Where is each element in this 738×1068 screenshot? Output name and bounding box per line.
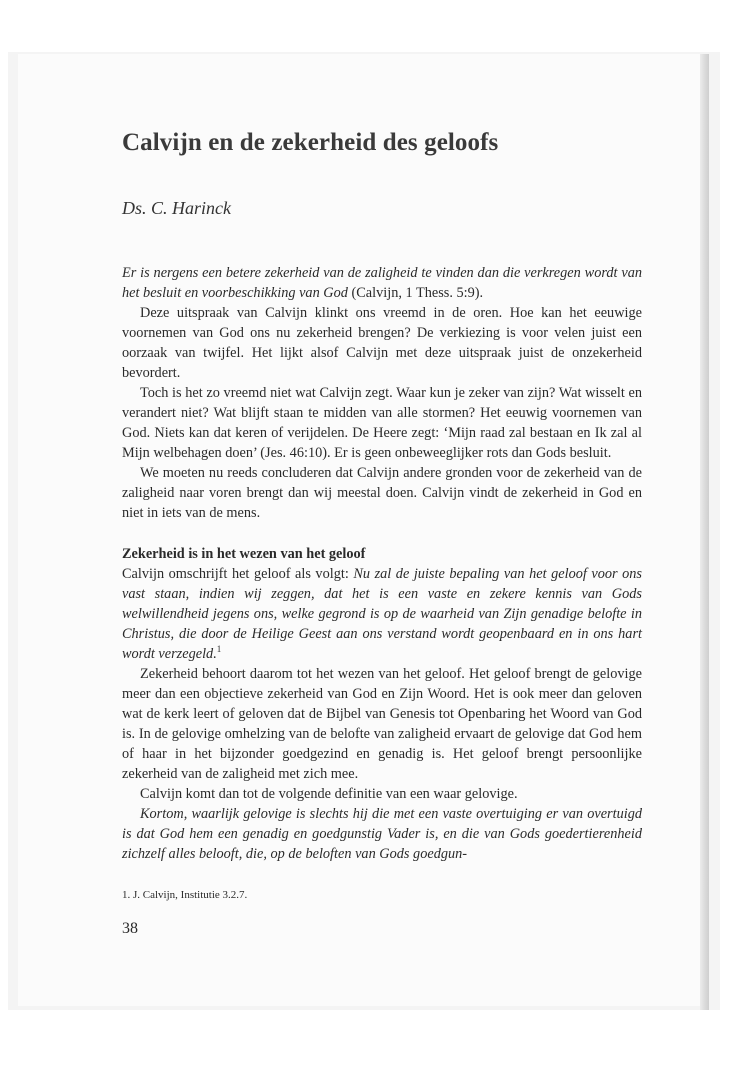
- definition-lead: Calvijn omschrijft het geloof als volgt:: [122, 566, 354, 582]
- intro-paragraph-1: Deze uitspraak van Calvijn klinkt ons vreemd in de oren. Hoe kan het eeuwige voornemen van God ons nu zekerheid brengen? De verkiezing is voor velen juist een oorzaak van twijfel. Het lijkt alsof Calvijn met deze uitspraak juist de onzekerheid bevordert.: [122, 305, 642, 381]
- article-author: Ds. C. Harinck: [122, 198, 231, 218]
- section-paragraph-1: Zekerheid behoort daarom tot het wezen van het geloof. Het geloof brengt de gelovige meer dan een objectieve zekerheid van God en Zijn Woord. Het is ook meer dan geloven wat de kerk leert of geloven dat de Bijbel van Genesis tot Openbaring het Woord van God is. In de gelovige omhelzing van de belofte van zaligheid ervaart de gelovige dat God hem of haar in het bijzonder goedgezind en genadig is. Het geloof brengt persoonlijke zekerheid van de zaligheid met zich mee.: [122, 666, 642, 782]
- section-paragraph-3: [122, 804, 642, 864]
- article-title: Calvijn en de zekerheid des geloofs: [122, 129, 499, 156]
- section-paragraph-3-text: Kortom, waarlijk gelovige is slechts hij die met een vaste overtuiging er van overtuigd is dat God hem een genadig en goedgunstig Vader is, en die van Gods goedertierenheid zichzelf alles belooft, die, op de beloften van Gods goedgun-: [122, 806, 642, 862]
- quote-text: Er is nergens een betere zekerheid van de zaligheid te vinden dan die verkregen wordt van het besluit en voorbeschikking van God: [122, 265, 642, 301]
- book-spine-edge: [700, 54, 709, 1010]
- intro-block: [122, 263, 642, 523]
- intro-paragraph-2: Toch is het zo vreemd niet wat Calvijn zegt. Waar kun je zeker van zijn? Wat wisselt en verandert niet? Wat blijft staan te midden van alle stormen? Het eeuwig voornemen van God. Niets kan dat keren of verijdelen. De Heere zegt: ‘Mijn raad zal bestaan en Ik zal al Mijn welbehagen doen’ (Jes. 46:10). Er is geen onbeweeglijker rots dan Gods besluit.: [122, 385, 642, 461]
- page-number: 38: [122, 920, 138, 937]
- quote-source: (Calvijn, 1 Thess. 5:9).: [347, 285, 484, 301]
- definition-paragraph: [122, 564, 642, 664]
- opening-quote: [122, 263, 642, 303]
- section-heading: Zekerheid is in het wezen van het geloof: [122, 546, 366, 562]
- definition-text: Nu zal de juiste bepaling van het geloof voor ons vast staan, indien wij zeggen, dat het is een vaste en zekere kennis van Gods welwillendheid jegens ons, welke gegrond is op de waarheid van Zijn genadige belofte in Christus, die door de Heilige Geest aan ons verstand wordt geopenbaard en in ons hart wordt verzegeld.: [122, 566, 642, 662]
- intro-paragraph-3: We moeten nu reeds concluderen dat Calvijn andere gronden voor de zekerheid van de zaligheid naar voren brengt dan wij meestal doen. Calvijn vindt de zekerheid in God en niet in iets van de mens.: [122, 465, 642, 521]
- footnote-reference[interactable]: 1: [216, 644, 222, 655]
- section-block: [122, 544, 642, 864]
- section-paragraph-2: Calvijn komt dan tot de volgende definitie van een waar gelovige.: [140, 786, 518, 802]
- footnote: 1. J. Calvijn, Institutie 3.2.7.: [122, 889, 248, 901]
